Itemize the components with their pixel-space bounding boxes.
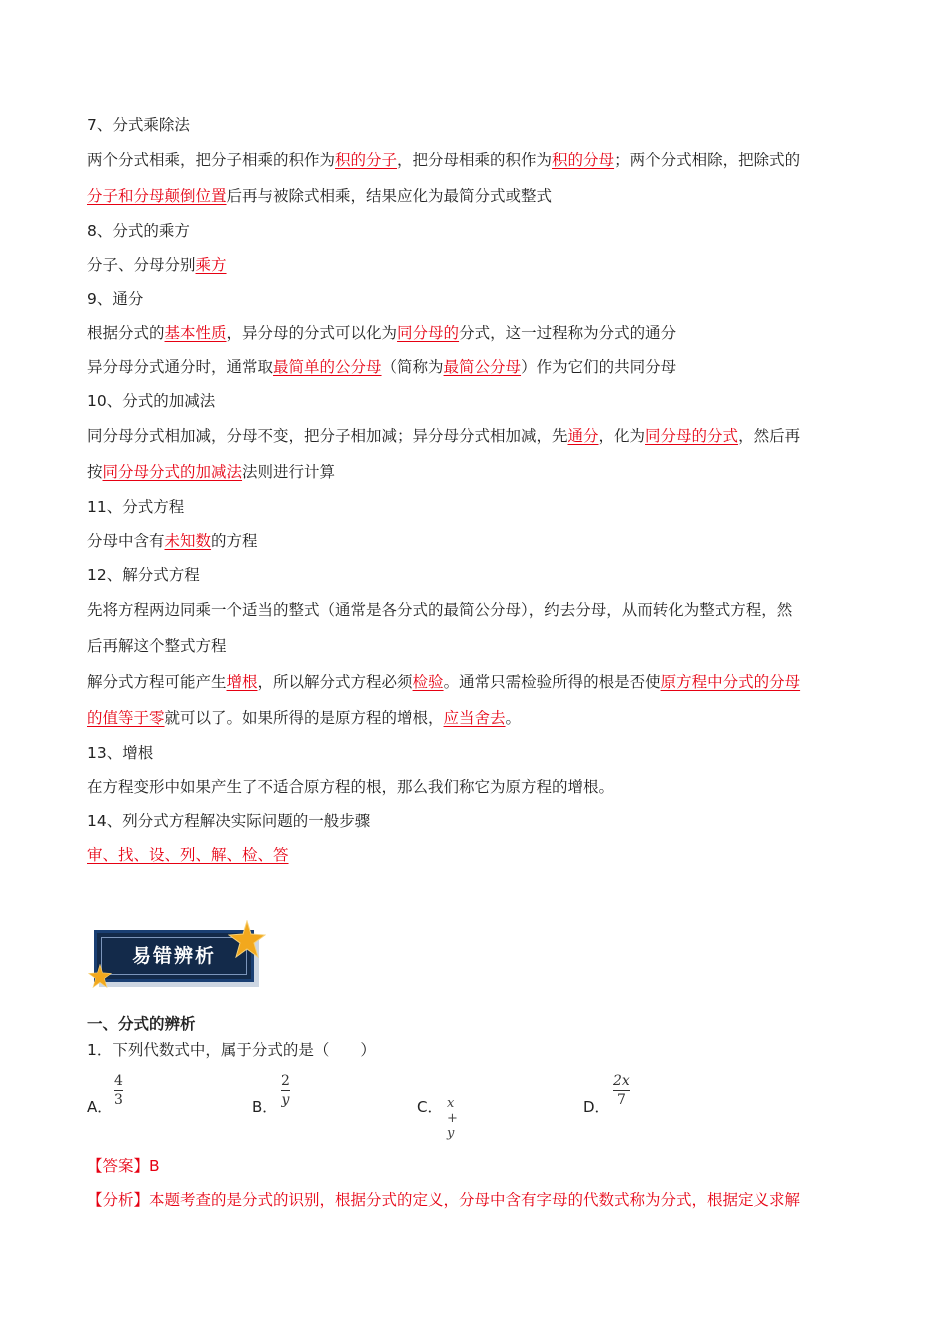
text-segment: 分子、分母分别: [87, 256, 196, 274]
text-line: [87, 248, 862, 282]
text-line: [87, 770, 862, 804]
text-line: [87, 664, 862, 700]
text-segment: 7、分式乘除法: [87, 116, 190, 134]
text-segment: 在方程变形中如果产生了不适合原方程的根，那么我们称它为原方程的增根。: [87, 778, 615, 796]
highlight-term: 未知数: [164, 532, 212, 550]
answer: 【答案】B: [87, 1157, 160, 1175]
option-d-label: D．: [583, 1098, 610, 1116]
text-segment: 先将方程两边同乘一个适当的整式（通常是各分式的最简公分母），约去分母，从而转化为整式方程，然: [87, 601, 793, 619]
star-icon-small: [88, 964, 112, 988]
highlight-term: 同分母的分式: [645, 427, 739, 445]
text-segment: 异分母分式通分时，通常取: [87, 358, 274, 376]
text-segment: ，把分母相乘的积作为: [397, 151, 553, 169]
text-segment: 后再解这个整式方程: [87, 637, 227, 655]
text-segment: 法则进行计算: [242, 463, 336, 481]
highlight-term: 乘方: [195, 256, 227, 274]
question-stem: 1．下列代数式中，属于分式的是（ ）: [87, 1041, 376, 1059]
text-line: [87, 558, 862, 592]
text-line: [87, 384, 862, 418]
text-segment: 就可以了。如果所得的是原方程的增根，: [164, 709, 444, 727]
highlight-term: 同分母的: [397, 324, 460, 342]
highlight-term: 审、找、设、列、解、检、答: [87, 846, 289, 864]
section-title: 一、分式的辨析: [87, 1015, 196, 1033]
text-segment: 后再与被除式相乘，结果应化为最简分式或整式: [226, 187, 553, 205]
denominator: 7: [616, 1092, 626, 1108]
text-segment: 8、分式的乘方: [87, 222, 190, 240]
text-segment: 解分式方程可能产生: [87, 673, 227, 691]
text-segment: 14、列分式方程解决实际问题的一般步骤: [87, 812, 371, 830]
highlight-term: 应当舍去: [443, 709, 506, 727]
text-segment: 按: [87, 463, 103, 481]
text-line: [87, 282, 862, 316]
option-b-label: B．: [252, 1098, 278, 1116]
denominator: 3: [114, 1092, 123, 1108]
text-segment: （简称为: [381, 358, 444, 376]
numerator: 2x: [613, 1073, 630, 1089]
text-line: [87, 628, 862, 664]
text-line: [87, 316, 862, 350]
option-d-fraction: [613, 1072, 630, 1109]
numerator: 4: [114, 1073, 123, 1089]
highlight-term: 积的分子: [335, 151, 398, 169]
text-line: [87, 592, 862, 628]
section-banner: [88, 920, 268, 990]
text-line: [87, 142, 862, 178]
text-segment: ；两个分式相除，把除式的: [614, 151, 801, 169]
option-b-fraction: [281, 1072, 290, 1109]
option-c-label: C．: [417, 1098, 443, 1116]
highlight-term: 基本性质: [164, 324, 227, 342]
highlight-term: 最简单的公分母: [273, 358, 382, 376]
analysis: 【分析】本题考查的是分式的识别，根据分式的定义，分母中含有字母的代数式称为分式，根据定义求解: [87, 1191, 801, 1209]
star-icon: [228, 920, 266, 958]
highlight-term: 的值等于零: [87, 709, 165, 727]
highlight-term: 积的分母: [552, 151, 615, 169]
text-segment: 根据分式的: [87, 324, 165, 342]
text-segment: 12、解分式方程: [87, 566, 200, 584]
text-line: [87, 804, 862, 838]
text-line: [87, 178, 862, 214]
text-segment: 两个分式相乘，把分子相乘的积作为: [87, 151, 336, 169]
text-line: [87, 838, 862, 872]
text-segment: ，所以解分式方程必须: [257, 673, 413, 691]
knowledge-summary: [87, 108, 862, 872]
text-line: [87, 108, 862, 142]
text-segment: 9、通分: [87, 290, 144, 308]
text-segment: 同分母分式相加减，分母不变，把分子相加减；异分母分式相加减，先: [87, 427, 568, 445]
text-segment: 分式，这一过程称为分式的通分: [459, 324, 677, 342]
text-line: [87, 454, 862, 490]
highlight-term: 最简公分母: [443, 358, 522, 376]
text-segment: 。: [505, 709, 522, 727]
highlight-term: 同分母分式的加减法: [102, 463, 243, 481]
text-segment: 10、分式的加减法: [87, 392, 216, 410]
banner-title: 易错辨析: [101, 937, 247, 975]
highlight-term: 通分: [567, 427, 599, 445]
highlight-term: 原方程中分式的分母: [660, 673, 801, 691]
text-line: [87, 490, 862, 524]
text-segment: 分母中含有: [87, 532, 165, 550]
text-line: [87, 214, 862, 248]
text-segment: ，然后再: [738, 427, 801, 445]
text-line: [87, 700, 862, 736]
text-segment: 11、分式方程: [87, 498, 185, 516]
option-c-expression: x + y: [447, 1096, 458, 1141]
text-segment: 。通常只需检验所得的根是否使: [443, 673, 661, 691]
text-segment: 的方程: [211, 532, 258, 550]
option-a-fraction: [114, 1072, 123, 1109]
text-segment: 13、增根: [87, 744, 154, 762]
denominator: y: [281, 1092, 290, 1108]
text-segment: ，异分母的分式可以化为: [226, 324, 398, 342]
text-segment: ）作为它们的共同分母: [521, 358, 677, 376]
highlight-term: 增根: [226, 673, 258, 691]
numerator: 2: [281, 1073, 290, 1089]
highlight-term: 分子和分母颠倒位置: [87, 187, 227, 205]
text-line: [87, 524, 862, 558]
text-segment: ，化为: [598, 427, 646, 445]
highlight-term: 检验: [412, 673, 444, 691]
text-line: [87, 418, 862, 454]
text-line: [87, 350, 862, 384]
option-a-label: A．: [87, 1098, 113, 1116]
text-line: [87, 736, 862, 770]
